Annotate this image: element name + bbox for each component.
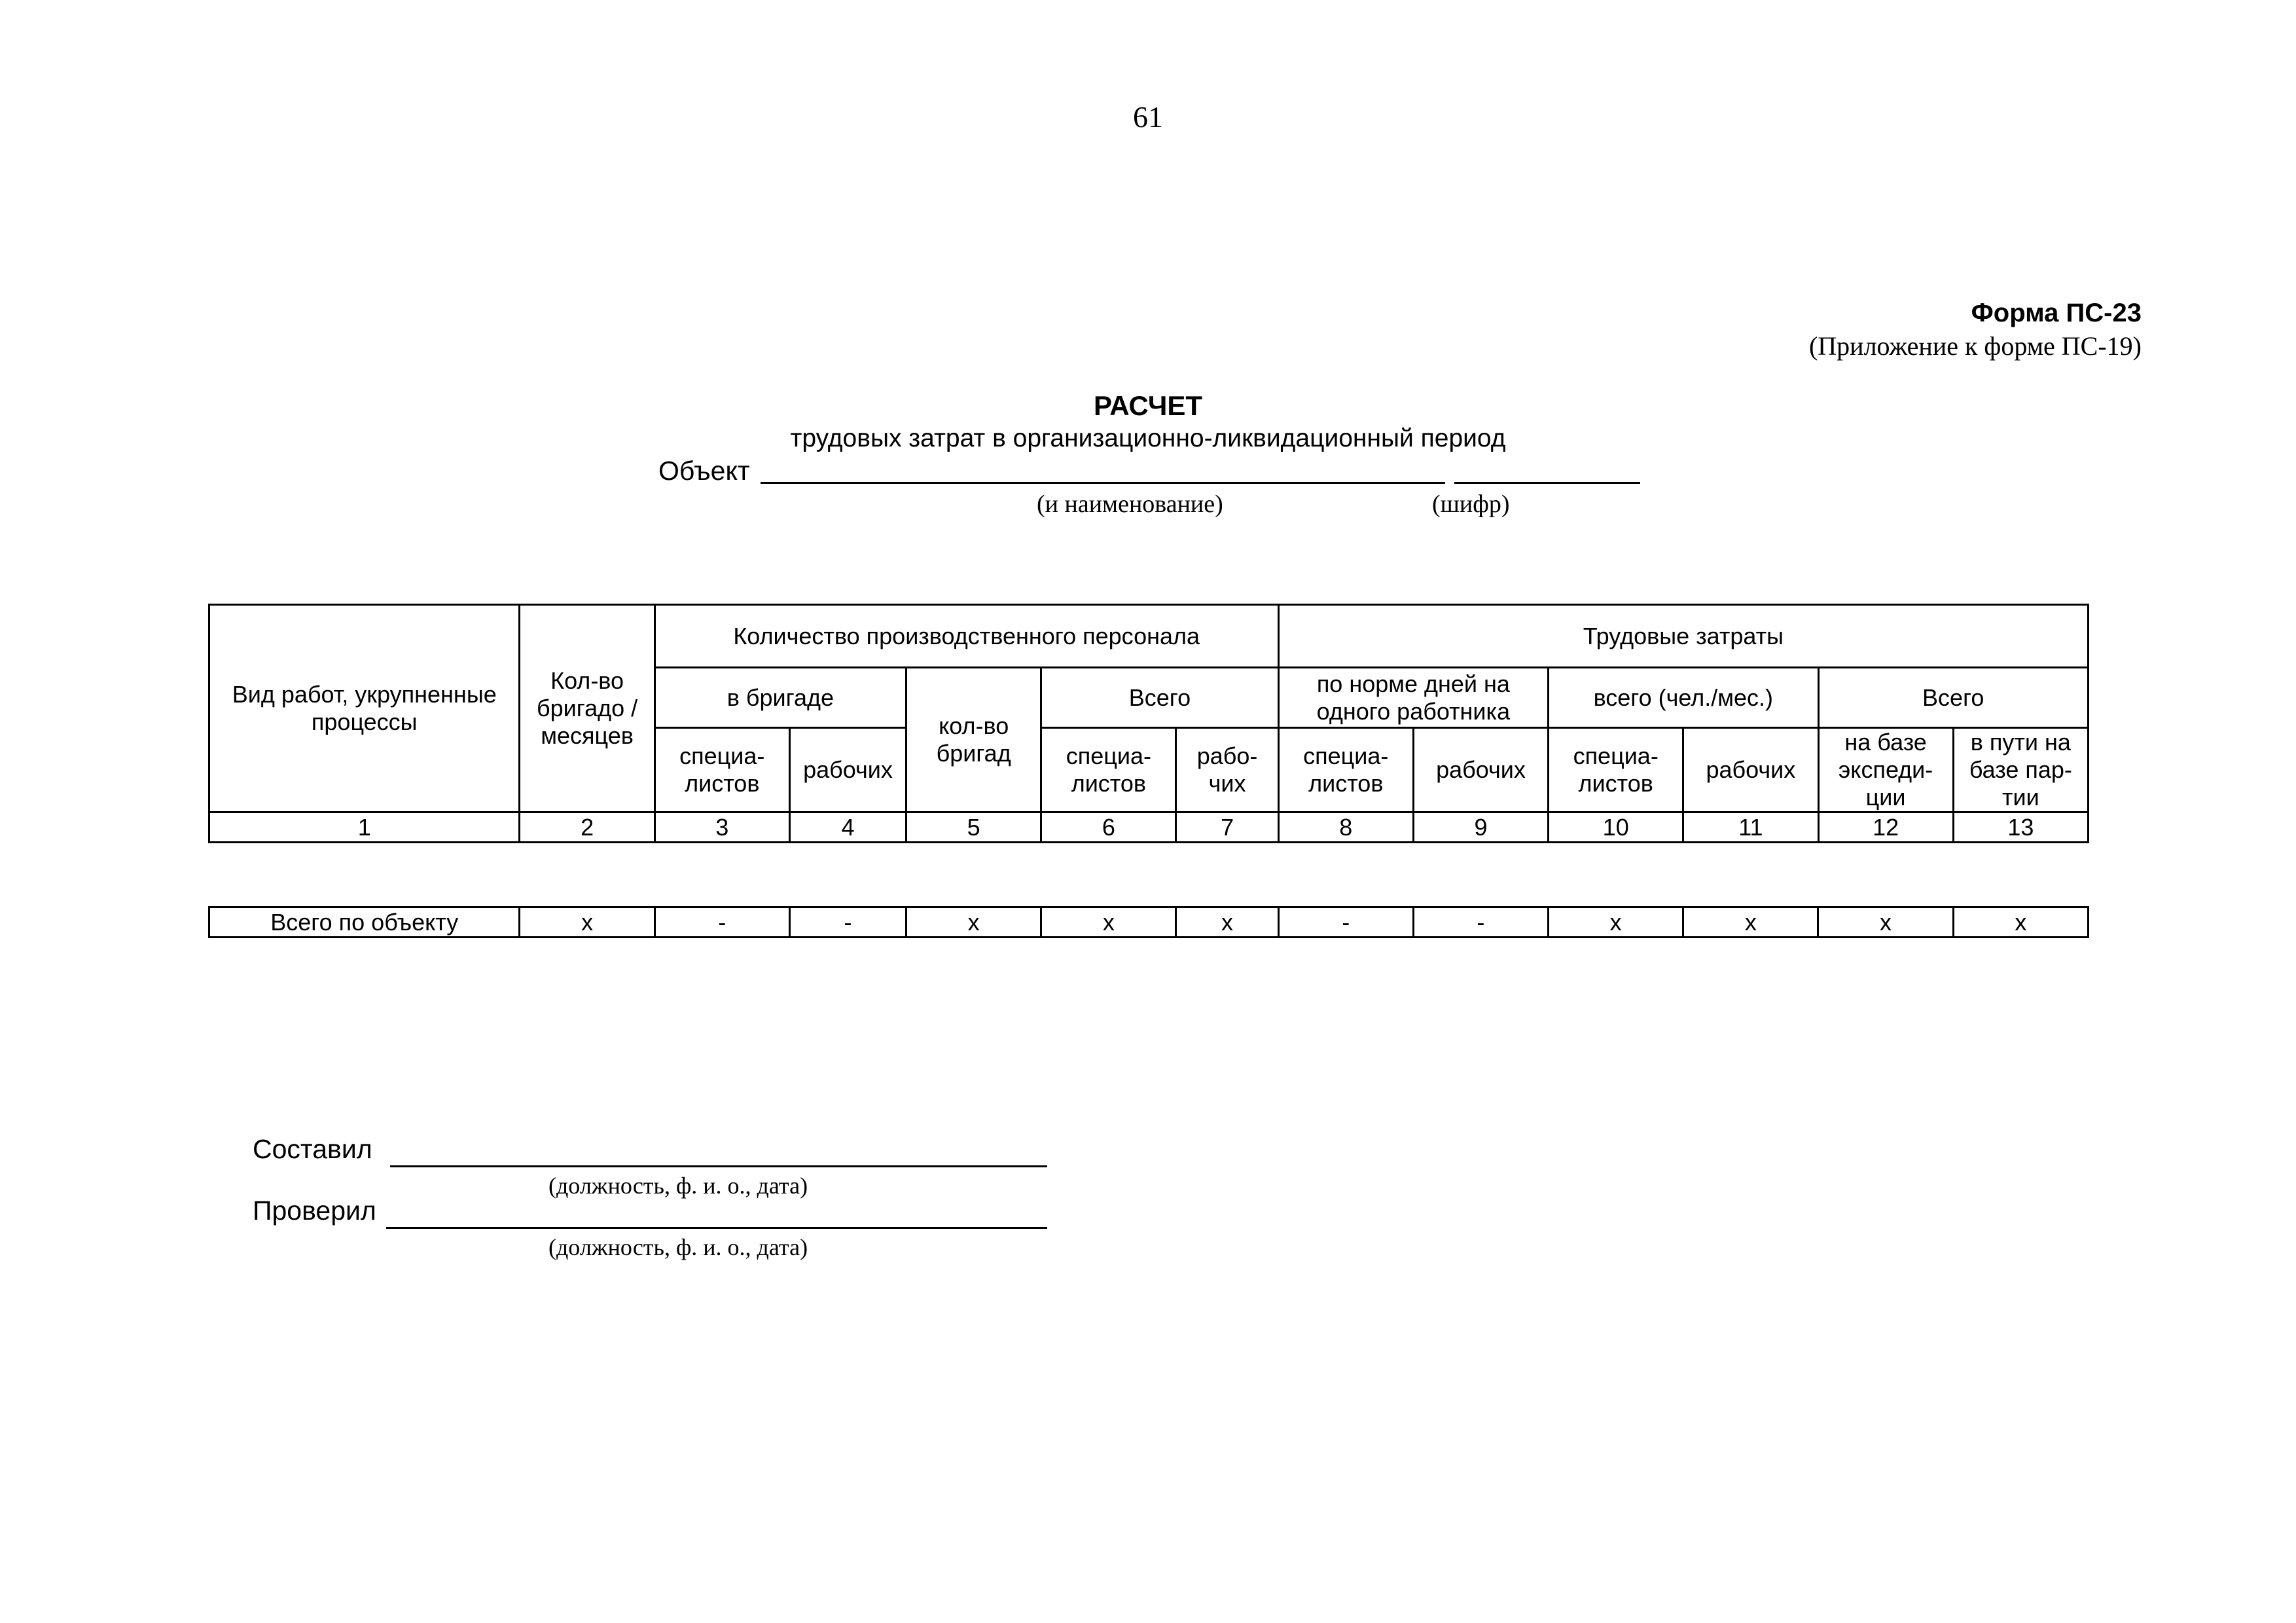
column-number: 3 [655,812,789,843]
column-number: 10 [1549,812,1683,843]
total-cell: х [1176,907,1278,938]
checked-label: Проверил [253,1195,376,1226]
header-total-person-months: всего (чел./мес.) [1549,668,1818,728]
header-total-workers: рабо-чих [1176,728,1278,812]
total-cell: х [1549,907,1683,938]
header-work-type: Вид работ, укрупненные процессы [209,605,520,812]
total-cell: - [789,907,906,938]
header-labor-total: Всего [1818,668,2089,728]
compiled-hint: (должность, ф. и. о., дата) [548,1173,808,1199]
column-number: 9 [1413,812,1548,843]
total-row [209,907,2089,938]
total-row-label: Всего по объекту [209,907,520,938]
labor-cost-table [208,604,2089,843]
total-cell: - [655,907,789,938]
checked-hint: (должность, ф. и. о., дата) [548,1234,808,1260]
object-code-hint: (шифр) [1432,490,1510,518]
object-label: Объект [658,456,750,486]
checked-signature-field[interactable] [386,1227,1047,1229]
header-personnel: Количество производственного персонала [655,605,1278,668]
total-cell: х [906,907,1041,938]
object-total-table [208,906,2089,938]
header-norm-specialists: специа-листов [1278,728,1413,812]
column-number: 5 [906,812,1041,843]
header-brigade-workers: рабочих [789,728,906,812]
header-personnel-total: Всего [1041,668,1278,728]
column-number: 7 [1176,812,1278,843]
column-number: 12 [1818,812,1953,843]
column-number: 6 [1041,812,1176,843]
header-norm-workers: рабочих [1413,728,1548,812]
column-number: 8 [1278,812,1413,843]
total-cell: х [520,907,655,938]
page-number: 61 [1133,100,1163,134]
total-cell: х [1818,907,1953,938]
column-number: 4 [789,812,906,843]
compiled-signature-field[interactable] [390,1165,1047,1167]
column-number: 13 [1953,812,2088,843]
total-cell: х [1953,907,2088,938]
document-subtitle: трудовых затрат в организационно-ликвидационный период [790,424,1506,452]
header-brigade-count: кол-во бригад [906,668,1041,812]
header-total-specialists: специа-листов [1041,728,1176,812]
total-cell: х [1683,907,1818,938]
total-cell: - [1413,907,1548,938]
object-name-hint: (и наименование) [1037,490,1223,518]
column-number: 1 [209,812,520,843]
header-en-route: в пути на базе пар-тии [1953,728,2088,812]
object-name-field[interactable] [761,482,1445,484]
form-appendix: (Приложение к форме ПС-19) [1808,331,2142,361]
header-labor: Трудовые затраты [1278,605,2088,668]
header-brigade-specialists: специа-листов [655,728,789,812]
column-number: 11 [1683,812,1818,843]
header-at-expedition: на базе экспеди-ции [1818,728,1953,812]
header-months-workers: рабочих [1683,728,1818,812]
column-number: 2 [520,812,655,843]
header-brigade-months: Кол-во бригадо / месяцев [520,605,655,812]
header-in-brigade: в бригаде [655,668,906,728]
object-code-field[interactable] [1454,482,1640,484]
form-code: Форма ПС-23 [1971,299,2142,327]
total-cell: - [1278,907,1413,938]
form-info [1809,296,2142,363]
compiled-label: Составил [253,1134,372,1164]
total-cell: х [1041,907,1176,938]
document-title: РАСЧЕТ [1093,390,1203,421]
header-months-specialists: специа-листов [1549,728,1683,812]
header-norm-days: по норме дней на одного работника [1278,668,1548,728]
